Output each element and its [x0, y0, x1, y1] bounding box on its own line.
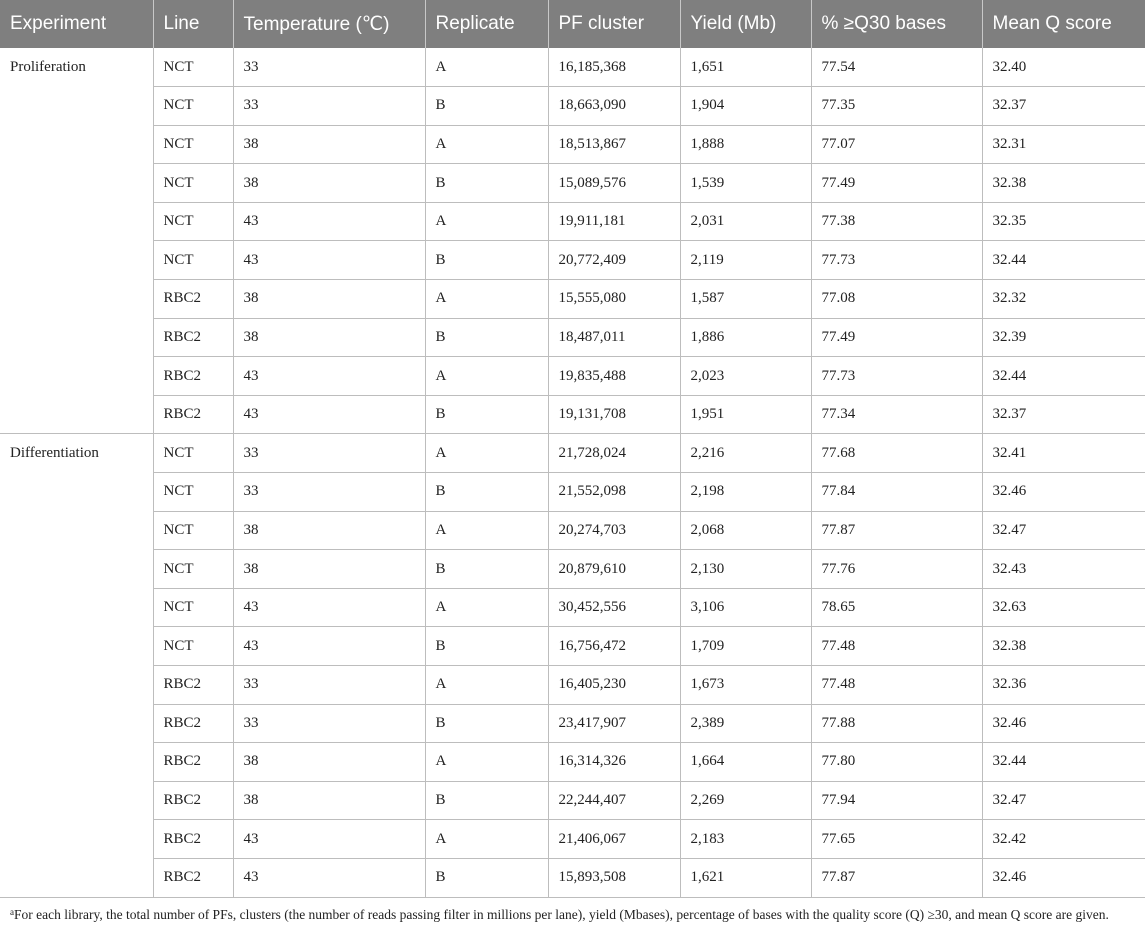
temperature-cell: 33 — [233, 87, 425, 126]
column-header-yield: Yield (Mb) — [680, 0, 811, 48]
replicate-cell: B — [425, 781, 548, 820]
table-row — [0, 125, 1145, 164]
pf-cluster-cell: 21,406,067 — [548, 820, 680, 859]
replicate-cell: A — [425, 280, 548, 319]
temperature-cell: 43 — [233, 241, 425, 280]
temperature-cell: 33 — [233, 666, 425, 705]
replicate-cell: B — [425, 318, 548, 357]
yield-cell: 2,269 — [680, 781, 811, 820]
table-row — [0, 550, 1145, 589]
yield-cell: 1,709 — [680, 627, 811, 666]
yield-cell: 2,031 — [680, 202, 811, 241]
temperature-cell: 38 — [233, 280, 425, 319]
table-row — [0, 627, 1145, 666]
q30-bases-cell: 78.65 — [811, 588, 982, 627]
replicate-cell: B — [425, 704, 548, 743]
mean-q-score-cell: 32.46 — [982, 473, 1145, 512]
mean-q-score-cell: 32.32 — [982, 280, 1145, 319]
pf-cluster-cell: 18,487,011 — [548, 318, 680, 357]
yield-cell: 1,651 — [680, 48, 811, 87]
q30-bases-cell: 77.49 — [811, 164, 982, 203]
yield-cell: 2,119 — [680, 241, 811, 280]
table-row — [0, 781, 1145, 820]
replicate-cell: A — [425, 588, 548, 627]
pf-cluster-cell: 18,663,090 — [548, 87, 680, 126]
line-cell: NCT — [153, 202, 233, 241]
mean-q-score-cell: 32.43 — [982, 550, 1145, 589]
table-row — [0, 743, 1145, 782]
mean-q-score-cell: 32.47 — [982, 511, 1145, 550]
q30-bases-cell: 77.80 — [811, 743, 982, 782]
line-cell: RBC2 — [153, 395, 233, 434]
pf-cluster-cell: 20,772,409 — [548, 241, 680, 280]
line-cell: NCT — [153, 588, 233, 627]
mean-q-score-cell: 32.44 — [982, 743, 1145, 782]
yield-cell: 2,216 — [680, 434, 811, 473]
yield-cell: 2,068 — [680, 511, 811, 550]
q30-bases-cell: 77.54 — [811, 48, 982, 87]
q30-bases-cell: 77.08 — [811, 280, 982, 319]
q30-bases-cell: 77.84 — [811, 473, 982, 512]
line-cell: RBC2 — [153, 357, 233, 396]
q30-bases-cell: 77.88 — [811, 704, 982, 743]
table-header — [0, 0, 1145, 48]
line-cell: RBC2 — [153, 666, 233, 705]
yield-cell: 1,951 — [680, 395, 811, 434]
q30-bases-cell: 77.65 — [811, 820, 982, 859]
line-cell: RBC2 — [153, 743, 233, 782]
yield-cell: 1,664 — [680, 743, 811, 782]
yield-cell: 1,673 — [680, 666, 811, 705]
replicate-cell: A — [425, 820, 548, 859]
column-header-experiment: Experiment — [0, 0, 153, 48]
temperature-cell: 38 — [233, 164, 425, 203]
table-row — [0, 318, 1145, 357]
temperature-cell: 43 — [233, 858, 425, 897]
replicate-cell: B — [425, 395, 548, 434]
replicate-cell: A — [425, 511, 548, 550]
table-footnote — [10, 903, 1135, 924]
table-row — [0, 704, 1145, 743]
mean-q-score-cell: 32.38 — [982, 627, 1145, 666]
line-cell: NCT — [153, 87, 233, 126]
replicate-cell: B — [425, 241, 548, 280]
pf-cluster-cell: 30,452,556 — [548, 588, 680, 627]
pf-cluster-cell: 16,314,326 — [548, 743, 680, 782]
replicate-cell: A — [425, 743, 548, 782]
replicate-cell: B — [425, 473, 548, 512]
line-cell: NCT — [153, 473, 233, 512]
mean-q-score-cell: 32.41 — [982, 434, 1145, 473]
yield-cell: 2,198 — [680, 473, 811, 512]
table-row — [0, 87, 1145, 126]
pf-cluster-cell: 23,417,907 — [548, 704, 680, 743]
temperature-cell: 33 — [233, 434, 425, 473]
q30-bases-cell: 77.38 — [811, 202, 982, 241]
table-row — [0, 202, 1145, 241]
footnote-marker: a — [10, 907, 14, 917]
pf-cluster-cell: 15,893,508 — [548, 858, 680, 897]
mean-q-score-cell: 32.38 — [982, 164, 1145, 203]
q30-bases-cell: 77.49 — [811, 318, 982, 357]
pf-cluster-cell: 21,728,024 — [548, 434, 680, 473]
pf-cluster-cell: 19,835,488 — [548, 357, 680, 396]
column-header-line: Line — [153, 0, 233, 48]
table-row — [0, 241, 1145, 280]
pf-cluster-cell: 19,911,181 — [548, 202, 680, 241]
replicate-cell: B — [425, 550, 548, 589]
pf-cluster-cell: 16,185,368 — [548, 48, 680, 87]
yield-cell: 1,886 — [680, 318, 811, 357]
mean-q-score-cell: 32.36 — [982, 666, 1145, 705]
temperature-cell: 43 — [233, 357, 425, 396]
mean-q-score-cell: 32.47 — [982, 781, 1145, 820]
table-row — [0, 666, 1145, 705]
column-header-pf-cluster: PF cluster — [548, 0, 680, 48]
q30-bases-cell: 77.87 — [811, 858, 982, 897]
temperature-cell: 33 — [233, 473, 425, 512]
column-header-temperature: Temperature (℃) — [233, 0, 425, 48]
table-row — [0, 357, 1145, 396]
temperature-cell: 43 — [233, 588, 425, 627]
pf-cluster-cell: 16,405,230 — [548, 666, 680, 705]
temperature-cell: 43 — [233, 820, 425, 859]
pf-cluster-cell: 19,131,708 — [548, 395, 680, 434]
mean-q-score-cell: 32.42 — [982, 820, 1145, 859]
yield-cell: 3,106 — [680, 588, 811, 627]
line-cell: NCT — [153, 627, 233, 666]
yield-cell: 2,389 — [680, 704, 811, 743]
q30-bases-cell: 77.73 — [811, 241, 982, 280]
line-cell: NCT — [153, 550, 233, 589]
column-header-q30-bases: % ≥Q30 bases — [811, 0, 982, 48]
yield-cell: 2,023 — [680, 357, 811, 396]
mean-q-score-cell: 32.31 — [982, 125, 1145, 164]
table-row — [0, 511, 1145, 550]
mean-q-score-cell: 32.35 — [982, 202, 1145, 241]
pf-cluster-cell: 16,756,472 — [548, 627, 680, 666]
mean-q-score-cell: 32.46 — [982, 704, 1145, 743]
temperature-cell: 38 — [233, 550, 425, 589]
temperature-cell: 38 — [233, 511, 425, 550]
yield-cell: 1,587 — [680, 280, 811, 319]
replicate-cell: B — [425, 627, 548, 666]
table-row — [0, 588, 1145, 627]
mean-q-score-cell: 32.40 — [982, 48, 1145, 87]
column-header-replicate: Replicate — [425, 0, 548, 48]
temperature-cell: 38 — [233, 743, 425, 782]
mean-q-score-cell: 32.44 — [982, 241, 1145, 280]
line-cell: NCT — [153, 125, 233, 164]
q30-bases-cell: 77.35 — [811, 87, 982, 126]
mean-q-score-cell: 32.37 — [982, 87, 1145, 126]
q30-bases-cell: 77.48 — [811, 666, 982, 705]
table-body — [0, 48, 1145, 897]
line-cell: RBC2 — [153, 280, 233, 319]
pf-cluster-cell: 21,552,098 — [548, 473, 680, 512]
q30-bases-cell: 77.48 — [811, 627, 982, 666]
line-cell: NCT — [153, 241, 233, 280]
line-cell: NCT — [153, 434, 233, 473]
yield-cell: 2,183 — [680, 820, 811, 859]
mean-q-score-cell: 32.44 — [982, 357, 1145, 396]
q30-bases-cell: 77.76 — [811, 550, 982, 589]
column-header-mean-q-score: Mean Q score — [982, 0, 1145, 48]
pf-cluster-cell: 22,244,407 — [548, 781, 680, 820]
yield-cell: 1,539 — [680, 164, 811, 203]
pf-cluster-cell: 20,274,703 — [548, 511, 680, 550]
q30-bases-cell: 77.94 — [811, 781, 982, 820]
replicate-cell: A — [425, 666, 548, 705]
q30-bases-cell: 77.07 — [811, 125, 982, 164]
line-cell: NCT — [153, 48, 233, 87]
replicate-cell: B — [425, 87, 548, 126]
temperature-cell: 38 — [233, 125, 425, 164]
line-cell: RBC2 — [153, 781, 233, 820]
table-row — [0, 820, 1145, 859]
line-cell: RBC2 — [153, 704, 233, 743]
replicate-cell: A — [425, 48, 548, 87]
mean-q-score-cell: 32.39 — [982, 318, 1145, 357]
q30-bases-cell: 77.34 — [811, 395, 982, 434]
yield-cell: 1,621 — [680, 858, 811, 897]
header-row — [0, 0, 1145, 48]
table-row — [0, 164, 1145, 203]
q30-bases-cell: 77.68 — [811, 434, 982, 473]
temperature-cell: 33 — [233, 704, 425, 743]
temperature-cell: 38 — [233, 318, 425, 357]
pf-cluster-cell: 20,879,610 — [548, 550, 680, 589]
temperature-cell: 43 — [233, 627, 425, 666]
mean-q-score-cell: 32.37 — [982, 395, 1145, 434]
line-cell: NCT — [153, 511, 233, 550]
experiment-cell: Differentiation — [0, 434, 153, 897]
q30-bases-cell: 77.87 — [811, 511, 982, 550]
replicate-cell: A — [425, 357, 548, 396]
replicate-cell: A — [425, 434, 548, 473]
pf-cluster-cell: 15,089,576 — [548, 164, 680, 203]
temperature-cell: 43 — [233, 202, 425, 241]
temperature-cell: 33 — [233, 48, 425, 87]
yield-cell: 1,904 — [680, 87, 811, 126]
table-row — [0, 395, 1145, 434]
line-cell: RBC2 — [153, 858, 233, 897]
table-row — [0, 858, 1145, 897]
yield-cell: 1,888 — [680, 125, 811, 164]
mean-q-score-cell: 32.63 — [982, 588, 1145, 627]
footnote-text: For each library, the total number of PFs, clusters (the number of reads passing filter in millions per lane), yield (Mbases), percentage of bases with the quality score (Q) ≥30, and mean Q score are given. — [14, 907, 1109, 922]
table-row — [0, 280, 1145, 319]
line-cell: RBC2 — [153, 820, 233, 859]
pf-cluster-cell: 18,513,867 — [548, 125, 680, 164]
experiment-cell: Proliferation — [0, 48, 153, 434]
replicate-cell: B — [425, 858, 548, 897]
yield-cell: 2,130 — [680, 550, 811, 589]
replicate-cell: A — [425, 125, 548, 164]
temperature-cell: 38 — [233, 781, 425, 820]
table-row — [0, 434, 1145, 473]
q30-bases-cell: 77.73 — [811, 357, 982, 396]
table-row — [0, 473, 1145, 512]
mean-q-score-cell: 32.46 — [982, 858, 1145, 897]
pf-cluster-cell: 15,555,080 — [548, 280, 680, 319]
replicate-cell: A — [425, 202, 548, 241]
table-row — [0, 48, 1145, 87]
line-cell: RBC2 — [153, 318, 233, 357]
temperature-cell: 43 — [233, 395, 425, 434]
line-cell: NCT — [153, 164, 233, 203]
replicate-cell: B — [425, 164, 548, 203]
